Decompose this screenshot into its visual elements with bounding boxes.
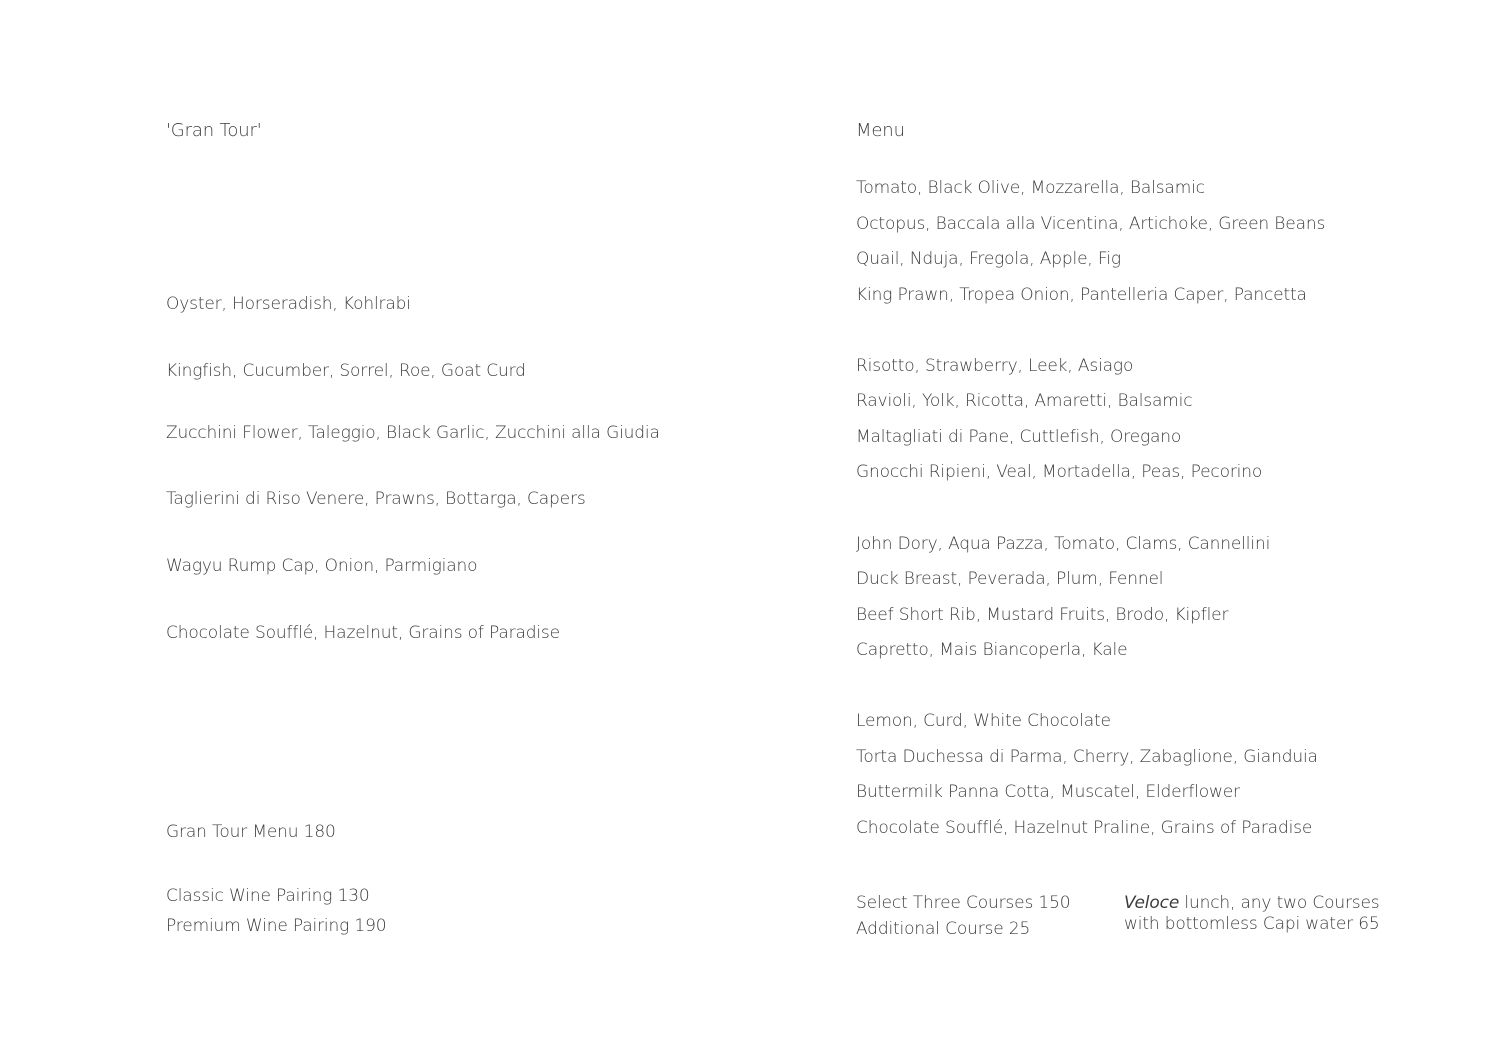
select-three-courses-price: Select Three Courses 150 (856, 893, 1071, 913)
menu-item: John Dory, Aqua Pazza, Tomato, Clams, Cannellini (856, 534, 1271, 554)
gran-tour-title: 'Gran Tour' (166, 120, 262, 141)
menu-item: Tomato, Black Olive, Mozzarella, Balsamic (856, 178, 1205, 198)
menu-item: King Prawn, Tropea Onion, Pantelleria Caper, Pancetta (856, 285, 1307, 305)
tasting-dish-2: Kingfish, Cucumber, Sorrel, Roe, Goat Curd (166, 361, 526, 381)
menu-item: Chocolate Soufflé, Hazelnut Praline, Grains of Paradise (856, 818, 1313, 838)
menu-item: Torta Duchessa di Parma, Cherry, Zabaglione, Gianduia (856, 747, 1318, 767)
menu-item: Octopus, Baccala alla Vicentina, Artichoke, Green Beans (856, 214, 1326, 234)
tasting-dish-6: Chocolate Soufflé, Hazelnut, Grains of Paradise (166, 623, 560, 643)
tasting-dish-3: Zucchini Flower, Taleggio, Black Garlic, Zucchini alla Giudia (166, 423, 660, 443)
tasting-dish-5: Wagyu Rump Cap, Onion, Parmigiano (166, 556, 478, 576)
menu-item: Gnocchi Ripieni, Veal, Mortadella, Peas, Pecorino (856, 462, 1263, 482)
menu-item: Capretto, Mais Biancoperla, Kale (856, 640, 1128, 660)
premium-wine-pairing: Premium Wine Pairing 190 (166, 916, 387, 936)
veloce-name: Veloce (1124, 893, 1180, 913)
menu-item: Risotto, Strawberry, Leek, Asiago (856, 356, 1134, 376)
veloce-line-1 (1124, 893, 1380, 914)
classic-wine-pairing: Classic Wine Pairing 130 (166, 886, 370, 906)
menu-item: Maltagliati di Pane, Cuttlefish, Oregano (856, 427, 1182, 447)
menu-item: Buttermilk Panna Cotta, Muscatel, Elderflower (856, 782, 1240, 802)
menu-title: Menu (856, 120, 905, 141)
menu-item: Duck Breast, Peverada, Plum, Fennel (856, 569, 1164, 589)
menu-item: Ravioli, Yolk, Ricotta, Amaretti, Balsamic (856, 391, 1193, 411)
veloce-lunch-offer (1124, 893, 1380, 935)
menu-item: Beef Short Rib, Mustard Fruits, Brodo, Kipfler (856, 605, 1229, 625)
gran-tour-price: Gran Tour Menu 180 (166, 822, 336, 842)
tasting-dish-1: Oyster, Horseradish, Kohlrabi (166, 294, 411, 314)
veloce-line-1-rest: lunch, any two Courses (1179, 893, 1380, 913)
menu-item: Quail, Nduja, Fregola, Apple, Fig (856, 249, 1121, 269)
additional-course-price: Additional Course 25 (856, 919, 1031, 939)
tasting-dish-4: Taglierini di Riso Venere, Prawns, Bottarga, Capers (166, 489, 586, 509)
veloce-line-2: with bottomless Capi water 65 (1124, 914, 1380, 934)
menu-item: Lemon, Curd, White Chocolate (856, 711, 1111, 731)
